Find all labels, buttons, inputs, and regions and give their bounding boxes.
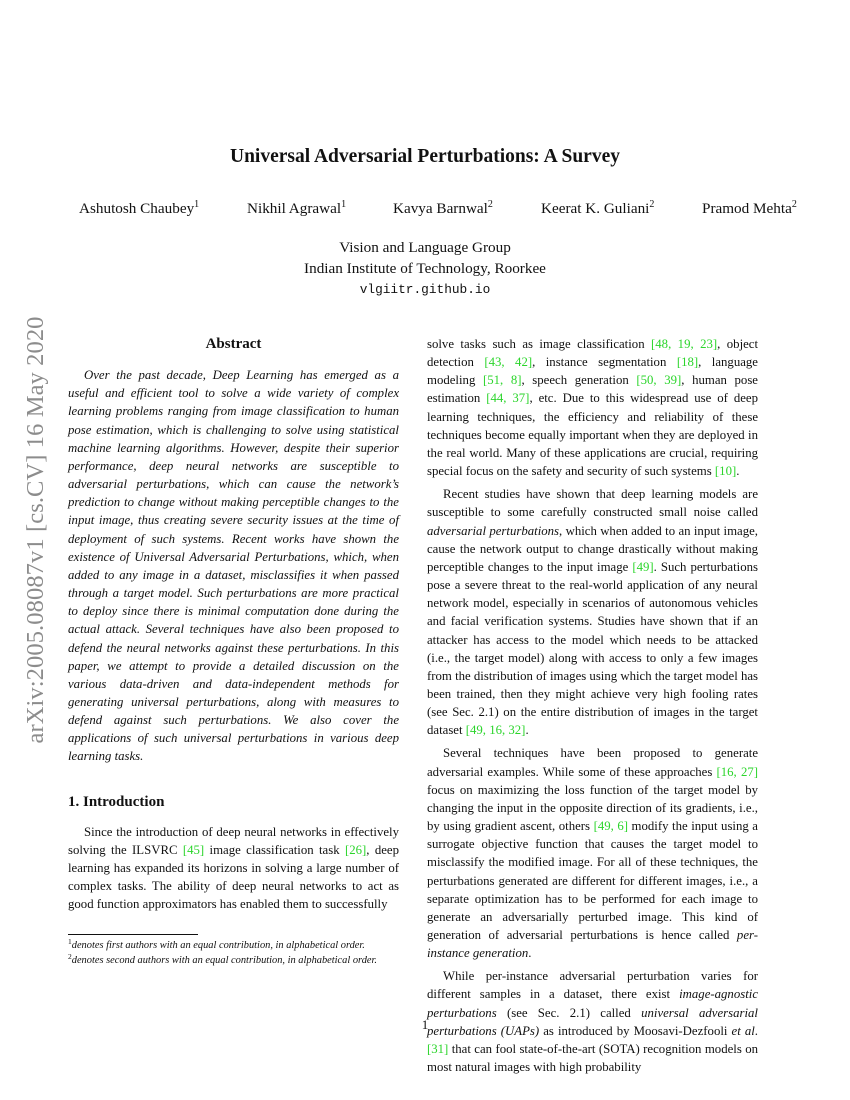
intro-paragraph-4: While per-instance adversarial perturbation varies for different samples in a dataset, there exist image-agnostic perturbations (see Sec. 2.1) called universal adversarial perturbations (UAPs) as introduced by Moosavi-Dezfooli et al. [31] that can fool state-of-the-art (SOTA) recognition models on most natural images with high probability	[427, 969, 758, 1075]
intro-paragraph-1: Since the introduction of deep neural networks in effectively solving the ILSVRC [45] image classification task [26], deep learning has expanded its horizons in solving a large number of complex tasks. The ability of deep neural networks to act as good function approximators has enabled them to successfully	[68, 824, 399, 912]
author-1: Ashutosh Chaubey$^1$	[79, 199, 200, 217]
abstract	[68, 335, 399, 766]
left-column	[68, 335, 399, 914]
citation-link[interactable]: [10]	[714, 464, 737, 479]
paper-title: Universal Adversarial Perturbations: A Survey	[230, 146, 620, 167]
citation-link[interactable]: [51, 8]	[482, 373, 522, 388]
affiliation-institute: Indian Institute of Technology, Roorkee	[304, 260, 546, 277]
citation-link[interactable]: [49, 16, 32]	[465, 723, 526, 738]
citation-link[interactable]: [31]	[427, 1041, 449, 1056]
page-number: 1	[421, 1017, 429, 1032]
intro-paragraph-3: Several techniques have been proposed to generate adversarial examples. While some of these approaches [16, 27] focus on maximizing the loss function of the target model by changing the input in the opposite direction of its gradients, i.e., by using gradient ascent, others [49, 6] modify the input using a surrogate objective function that causes the target model to misclassify the modified image. For all of these techniques, the perturbations generated are different for different images, i.e., a separate optimization has to be performed for each image to generate an adversarially perturbed image. This kind of generation of adversarial perturbations is hence called per-instance generation.	[427, 746, 758, 961]
author-3: Kavya Barnwal$^2$	[393, 199, 493, 217]
citation-link[interactable]: [45]	[182, 842, 205, 857]
citation-link[interactable]: [26]	[344, 842, 367, 857]
intro-paragraph-1-continued: solve tasks such as image classification [48, 19, 23], object detection [43, 42], instance segmentation [18], language modeling [51, 8], speech generation [50, 39], human pose estimation [44, 37], etc. Due to this widespread use of deep learning techniques, the efficiency and reliability of these techniques become equally important when they are deployed in the real world. Many of these applications are crucial, requiring special focus on the safety and security of such systems [10].	[427, 337, 759, 479]
citation-link[interactable]: [50, 39]	[636, 373, 682, 388]
author-4: Keerat K. Guliani$^2$	[541, 199, 655, 217]
footnote-rule	[68, 934, 198, 935]
citation-link[interactable]: [18]	[676, 355, 699, 370]
abstract-text: Over the past decade, Deep Learning has emerged as a useful and efficient tool to solve a wide variety of complex learning problems ranging from image classification to human pose estimation, which is challenging to solve using statistical machine learning algorithms. However, despite their superior performance, deep neural networks are susceptible to adversarial perturbations, which can cause the network’s prediction to change without making perceptible changes to the input image, thus creating severe security issues at the time of deployment of such systems. Recent works have shown the existence of Universal Adversarial Perturbations, which, when added to any image in a dataset, misclassifies it when passed through a target model. Such perturbations are more practical to deploy since there is minimal computation done during the actual attack. Several techniques have also been proposed to defend the neural networks against these perturbations. In this paper, we attempt to provide a detailed discussion on the various data-driven and data-independent methods for generating universal perturbations, along with measures to defend against such perturbations. We also cover the applications of such universal perturbations in various deep learning tasks.	[68, 368, 399, 764]
footnotes	[68, 925, 399, 967]
arxiv-identifier	[6, 285, 66, 775]
author-2: Nikhil Agrawal$^1$	[247, 199, 347, 217]
footnote-1: $^1$denotes first authors with an equal contribution, in alphabetical order.	[68, 937, 365, 951]
citation-link[interactable]: [49, 6]	[593, 819, 629, 834]
citation-link[interactable]: [49]	[632, 559, 654, 574]
right-column	[427, 335, 758, 1076]
footnote-2: $^2$denotes second authors with an equal contribution, in alphabetical order.	[68, 952, 377, 967]
citation-link[interactable]: [48, 19, 23]	[651, 337, 718, 351]
author-5: Pramod Mehta$^2$	[702, 199, 797, 217]
affiliation-group: Vision and Language Group	[339, 239, 511, 256]
arxiv-id-text: arXiv:2005.08087v1 [cs.CV] 16 May 2020	[22, 316, 49, 744]
citation-link[interactable]: [43, 42]	[484, 355, 533, 370]
abstract-heading: Abstract	[205, 336, 262, 352]
section-heading-introduction: 1. Introduction	[68, 793, 165, 810]
citation-link[interactable]: [44, 37]	[486, 391, 530, 406]
affiliation-url[interactable]: vlgiitr.github.io	[359, 282, 491, 297]
intro-paragraph-2: Recent studies have shown that deep learning models are susceptible to some carefully constructed small noise called adversarial perturbations, which when added to an input image, cause the network output to change drastically without making perceptible changes to the input image [49]. Such perturbations pose a severe threat to the real-world application of any neural network model, especially in scenarios of autonomous vehicles and facial verification systems. Studies have shown that if an attacker has access to the model which needs to be attacked (i.e., the target model) along with access to only a few images from the distribution of images using which the target model has been trained, then they might achieve very high fooling rates (see Sec. 2.1) on the entire distribution of images in the target dataset [49, 16, 32].	[427, 487, 759, 738]
citation-link[interactable]: [16, 27]	[716, 764, 758, 779]
